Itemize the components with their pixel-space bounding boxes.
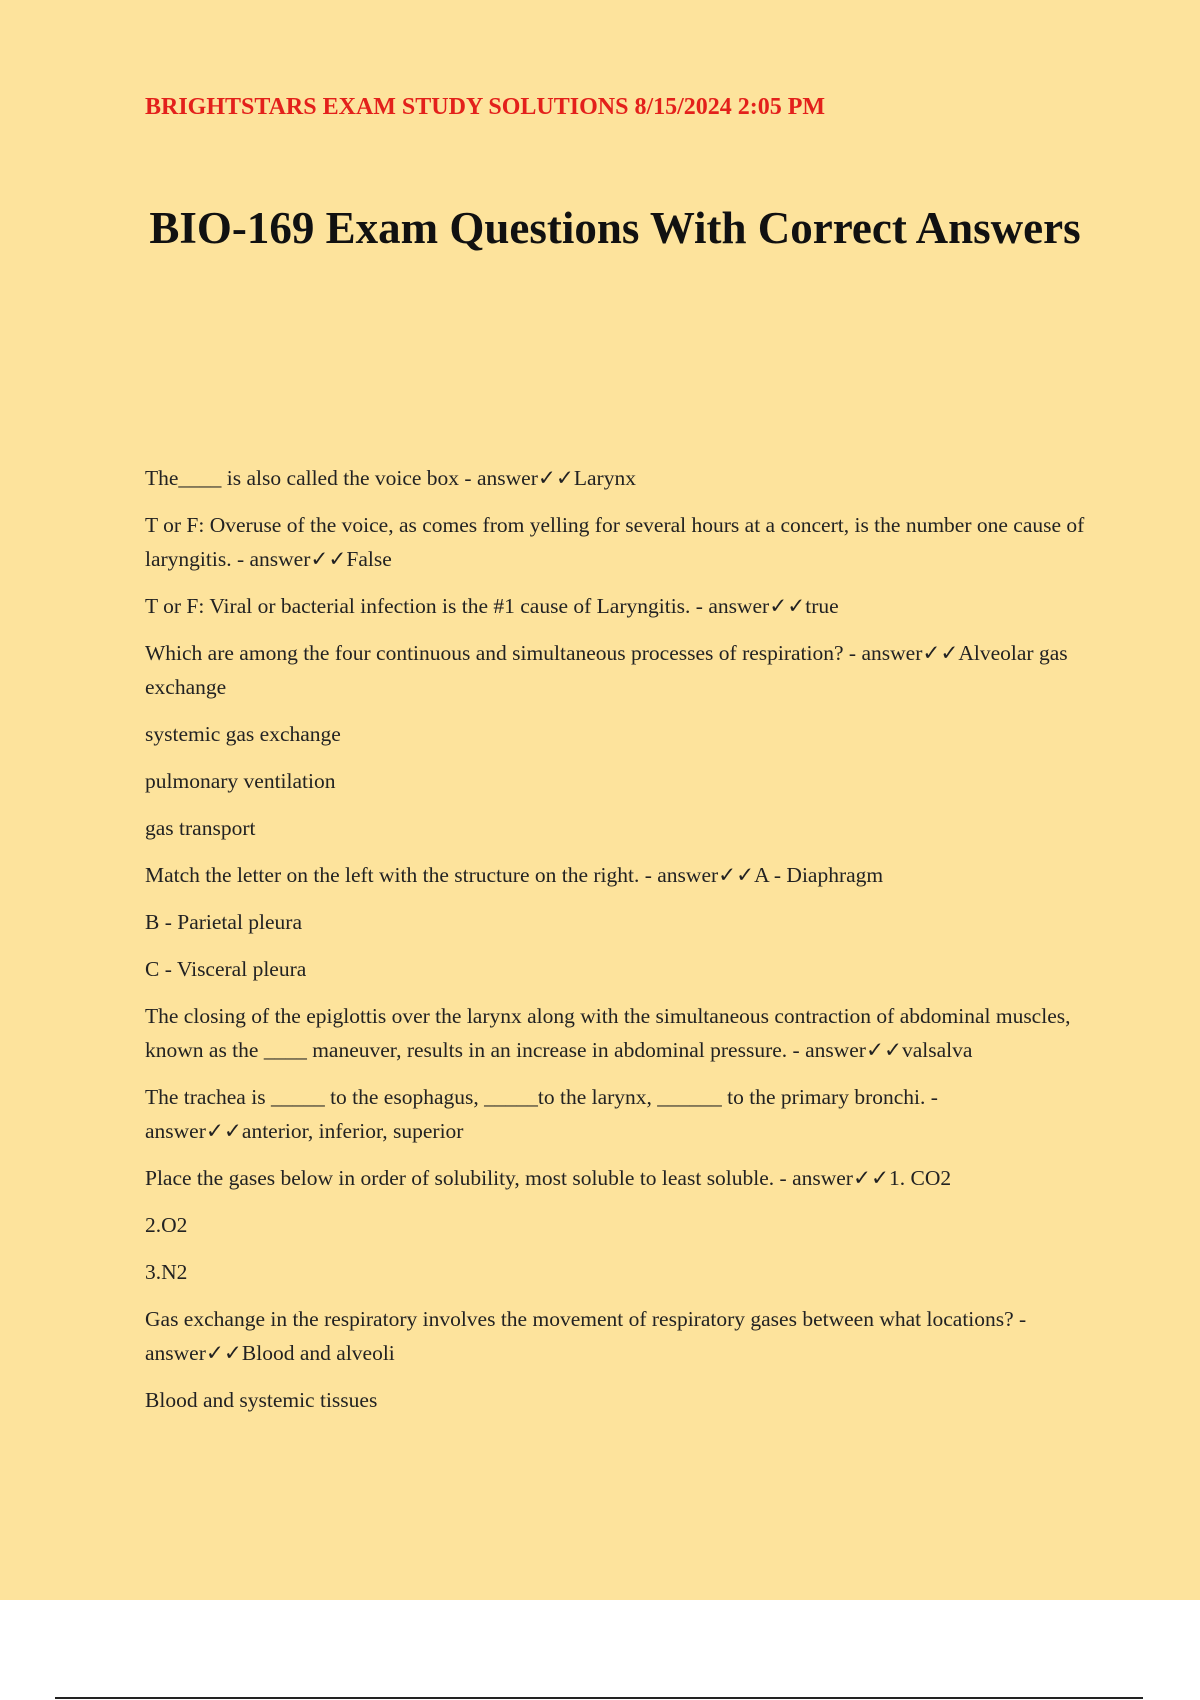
text-line: systemic gas exchange — [145, 722, 341, 746]
text-line: Gas exchange in the respiratory involves the movement of respiratory gases between what locations? - answer✓✓Blood and alveoli — [145, 1307, 1027, 1365]
text-line: gas transport — [145, 816, 256, 840]
text-line: Which are among the four continuous and simultaneous processes of respiration? - answer✓✓Alveolar gas exchange — [145, 641, 1068, 699]
text-line: T or F: Viral or bacterial infection is the #1 cause of Laryngitis. - answer✓✓true — [145, 594, 839, 618]
document-title: BIO-169 Exam Questions With Correct Answers — [149, 203, 1081, 253]
document-body — [145, 461, 1090, 1430]
text-line: 3.N2 — [145, 1260, 188, 1284]
text-line: Match the letter on the left with the structure on the right. - answer✓✓A - Diaphragm — [145, 863, 884, 887]
text-line: 2.O2 — [145, 1213, 188, 1237]
text-line: C - Visceral pleura — [145, 957, 307, 981]
bottom-divider — [55, 1697, 1143, 1699]
text-line: The____ is also called the voice box - answer✓✓Larynx — [145, 466, 636, 490]
text-line: B - Parietal pleura — [145, 910, 303, 934]
text-line: The trachea is _____ to the esophagus, _____to the larynx, ______ to the primary bronchi. - answer✓✓anterior, inferior, superior — [145, 1085, 938, 1143]
text-line: T or F: Overuse of the voice, as comes from yelling for several hours at a concert, is the number one cause of laryngitis. - answer✓✓False — [145, 513, 1085, 571]
text-line: The closing of the epiglottis over the larynx along with the simultaneous contraction of abdominal muscles, known as the ____ maneuver, results in an increase in abdominal pressure. - answer✓✓valsalva — [145, 1004, 1071, 1062]
text-line: Place the gases below in order of solubility, most soluble to least soluble. - answer✓✓1. CO2 — [145, 1166, 952, 1190]
text-line: Blood and systemic tissues — [145, 1388, 378, 1412]
text-line: pulmonary ventilation — [145, 769, 336, 793]
header-line: BRIGHTSTARS EXAM STUDY SOLUTIONS 8/15/2024 2:05 PM — [145, 94, 826, 120]
